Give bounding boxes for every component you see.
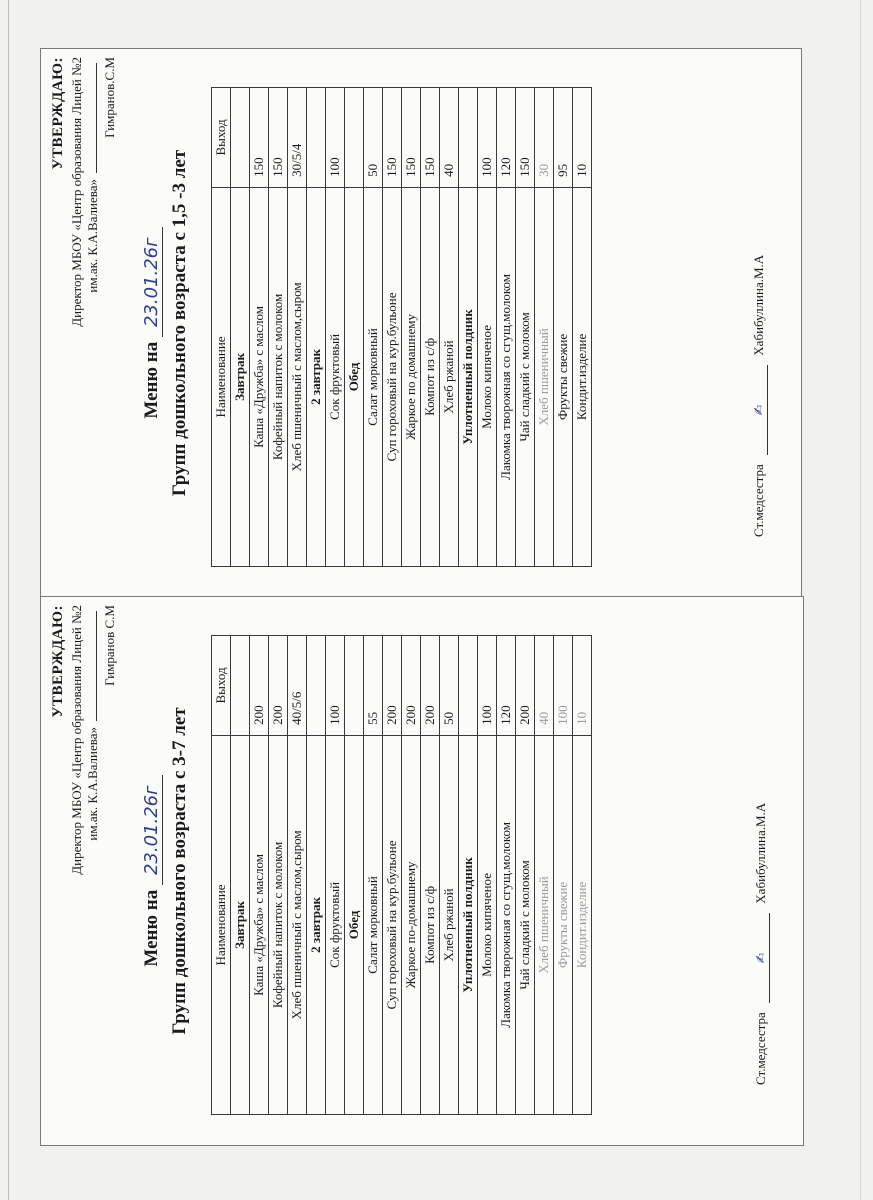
- dish-output: 200: [250, 636, 269, 736]
- dish-name: Салат морковный: [364, 735, 383, 1114]
- menu-title: [141, 49, 163, 597]
- approval-title: УТВЕРЖДАЮ:: [50, 57, 66, 170]
- table-row: [497, 636, 516, 1115]
- dish-name: Суп гороховый на кур.бульоне: [383, 735, 402, 1114]
- dish-name: Компот из с/ф: [421, 735, 440, 1114]
- table-row: [573, 88, 592, 567]
- dish-output: [345, 88, 364, 188]
- table-row: [383, 88, 402, 567]
- approval-line3: Гимранов С.М: [102, 605, 118, 686]
- dish-name: Молоко кипяченое: [478, 187, 497, 566]
- table-row: [554, 88, 573, 567]
- section-row: [231, 636, 250, 1115]
- table-row: [288, 88, 307, 567]
- section-row: [307, 88, 326, 567]
- dish-name: Кондит.изделие: [573, 735, 592, 1114]
- table-row: [554, 636, 573, 1115]
- table-row: [535, 88, 554, 567]
- section-row: [231, 88, 250, 567]
- table-row: [269, 88, 288, 567]
- menu-table: [211, 87, 592, 567]
- approval-line1: Директор МБОУ «Центр образования Лицей №2: [68, 57, 84, 327]
- table-row: [326, 636, 345, 1115]
- dish-name: Каша «Дружба» с маслом: [250, 187, 269, 566]
- table-row: [478, 88, 497, 567]
- dish-output: 100: [478, 88, 497, 188]
- dish-output: 120: [497, 636, 516, 736]
- col-name-header: Наименование: [212, 735, 231, 1114]
- approval-block: [49, 605, 119, 875]
- dish-name: Обед: [345, 735, 364, 1114]
- table-row: [383, 636, 402, 1115]
- dish-name: Сок фруктовый: [326, 187, 345, 566]
- dish-output: 120: [497, 88, 516, 188]
- nurse-name: Хабибуллина.М.А: [751, 254, 766, 356]
- dish-name: 2 завтрак: [307, 735, 326, 1114]
- dish-output: 200: [269, 636, 288, 736]
- dish-output: 50: [364, 88, 383, 188]
- signature-mark: ✍: [754, 913, 770, 1003]
- dish-name: Кофейный напиток с молоком: [269, 187, 288, 566]
- menu-sheet-1-5-3: [40, 48, 802, 598]
- dish-output: [459, 88, 478, 188]
- dish-name: Хлеб ржаной: [440, 735, 459, 1114]
- dish-name: Уплотненный полдник: [459, 187, 478, 566]
- menu-table: [211, 635, 592, 1115]
- nurse-signature: [753, 803, 770, 1085]
- table-row: [250, 88, 269, 567]
- table-row: [326, 88, 345, 567]
- approval-line3: Гимранов.С.М: [102, 57, 118, 138]
- dish-output: 100: [326, 636, 345, 736]
- menu-prefix: Меню на: [141, 889, 162, 967]
- menu-date-handwritten: 23.01.26г: [141, 775, 163, 885]
- table-row: [516, 88, 535, 567]
- dish-output: 10: [573, 636, 592, 736]
- table-row: [288, 636, 307, 1115]
- table-row: [478, 636, 497, 1115]
- dish-name: Кондит.изделие: [573, 187, 592, 566]
- table-row: [497, 88, 516, 567]
- col-name-header: Наименование: [212, 187, 231, 566]
- dish-name: Фрукты свежие: [554, 735, 573, 1114]
- dish-name: Хлеб пшеничный: [535, 735, 554, 1114]
- col-output-header: Выход: [212, 636, 231, 736]
- dish-output: 150: [250, 88, 269, 188]
- table-row: [364, 88, 383, 567]
- dish-name: Лакомка творожная со сгущ.молоком: [497, 187, 516, 566]
- table-row: [421, 88, 440, 567]
- dish-output: 100: [554, 636, 573, 736]
- dish-name: Обед: [345, 187, 364, 566]
- table-row: [573, 636, 592, 1115]
- section-row: [307, 636, 326, 1115]
- dish-name: Молоко кипяченое: [478, 735, 497, 1114]
- dish-name: Суп гороховый на кур.бульоне: [383, 187, 402, 566]
- dish-name: Фрукты свежие: [554, 187, 573, 566]
- dish-output: 100: [326, 88, 345, 188]
- table-row: [364, 636, 383, 1115]
- nurse-signature: [751, 255, 768, 537]
- dish-output: [231, 88, 250, 188]
- dish-output: 10: [573, 88, 592, 188]
- dish-output: 40/5/6: [288, 636, 307, 736]
- dish-output: 100: [478, 636, 497, 736]
- dish-output: [345, 636, 364, 736]
- approval-line1: Директор МБОУ «Центр образования Лицей №2: [68, 605, 84, 875]
- dish-output: 150: [421, 88, 440, 188]
- dish-output: 150: [516, 88, 535, 188]
- table-row: [402, 636, 421, 1115]
- dish-output: 200: [402, 636, 421, 736]
- menu-date-handwritten: 23.01.26г: [141, 227, 163, 337]
- dish-output: 150: [383, 88, 402, 188]
- dish-name: Хлеб ржаной: [440, 187, 459, 566]
- table-row: [440, 636, 459, 1115]
- dish-name: Лакомка творожная со сгущ.молоком: [497, 735, 516, 1114]
- menu-prefix: Меню на: [141, 341, 162, 419]
- dish-name: Завтрак: [231, 187, 250, 566]
- dish-output: [459, 636, 478, 736]
- section-row: [459, 88, 478, 567]
- scan-edge-line: [860, 0, 861, 1200]
- dish-name: Хлеб пшеничный с маслом,сыром: [288, 735, 307, 1114]
- dish-name: Уплотненный полдник: [459, 735, 478, 1114]
- dish-output: [307, 88, 326, 188]
- table-row: [250, 636, 269, 1115]
- table-row: [421, 636, 440, 1115]
- dish-name: Жаркое по-домашнему: [402, 735, 421, 1114]
- dish-name: Каша «Дружба» с маслом: [250, 735, 269, 1114]
- dish-output: 40: [535, 636, 554, 736]
- dish-name: Чай сладкий с молоком: [516, 735, 535, 1114]
- dish-output: 50: [440, 636, 459, 736]
- dish-name: Салат морковный: [364, 187, 383, 566]
- section-row: [459, 636, 478, 1115]
- dish-name: Завтрак: [231, 735, 250, 1114]
- dish-output: 200: [421, 636, 440, 736]
- dish-output: 150: [402, 88, 421, 188]
- dish-name: Компот из с/ф: [421, 187, 440, 566]
- approval-line2: им.ак. К.А.Валиева»: [85, 727, 101, 841]
- nurse-name: Хабибуллина.М.А: [753, 802, 768, 904]
- table-row: [402, 88, 421, 567]
- menu-sheet-3-7: [40, 596, 804, 1146]
- dish-output: 95: [554, 88, 573, 188]
- dish-output: [231, 636, 250, 736]
- group-title: Групп дошкольного возраста с 1,5 -3 лет: [169, 149, 190, 497]
- table-row: [535, 636, 554, 1115]
- dish-name: Кофейный напиток с молоком: [269, 735, 288, 1114]
- table-row: [440, 88, 459, 567]
- section-row: [345, 88, 364, 567]
- dish-output: 30: [535, 88, 554, 188]
- section-row: [345, 636, 364, 1115]
- col-output-header: Выход: [212, 88, 231, 188]
- dish-output: 200: [516, 636, 535, 736]
- menu-title: [141, 597, 163, 1145]
- group-title: Групп дошкольного возраста с 3-7 лет: [169, 707, 190, 1035]
- dish-name: Чай сладкий с молоком: [516, 187, 535, 566]
- dish-name: Сок фруктовый: [326, 735, 345, 1114]
- dish-output: 200: [383, 636, 402, 736]
- approval-title: УТВЕРЖДАЮ:: [50, 605, 66, 718]
- approval-block: [49, 57, 119, 327]
- scan-edge-line: [8, 0, 9, 1200]
- dish-name: Хлеб пшеничный: [535, 187, 554, 566]
- dish-output: 30/5/4: [288, 88, 307, 188]
- dish-name: Жаркое по домашнему: [402, 187, 421, 566]
- dish-output: 150: [269, 88, 288, 188]
- dish-output: 55: [364, 636, 383, 736]
- dish-output: 40: [440, 88, 459, 188]
- nurse-label: Ст.медсестра: [751, 464, 766, 537]
- table-row: [516, 636, 535, 1115]
- dish-name: 2 завтрак: [307, 187, 326, 566]
- approval-line2: им.ак. К.А.Валиева»: [85, 179, 101, 293]
- table-row: [269, 636, 288, 1115]
- signature-mark: ✍: [752, 365, 768, 455]
- dish-output: [307, 636, 326, 736]
- nurse-label: Ст.медсестра: [753, 1012, 768, 1085]
- dish-name: Хлеб пшеничный с маслом,сыром: [288, 187, 307, 566]
